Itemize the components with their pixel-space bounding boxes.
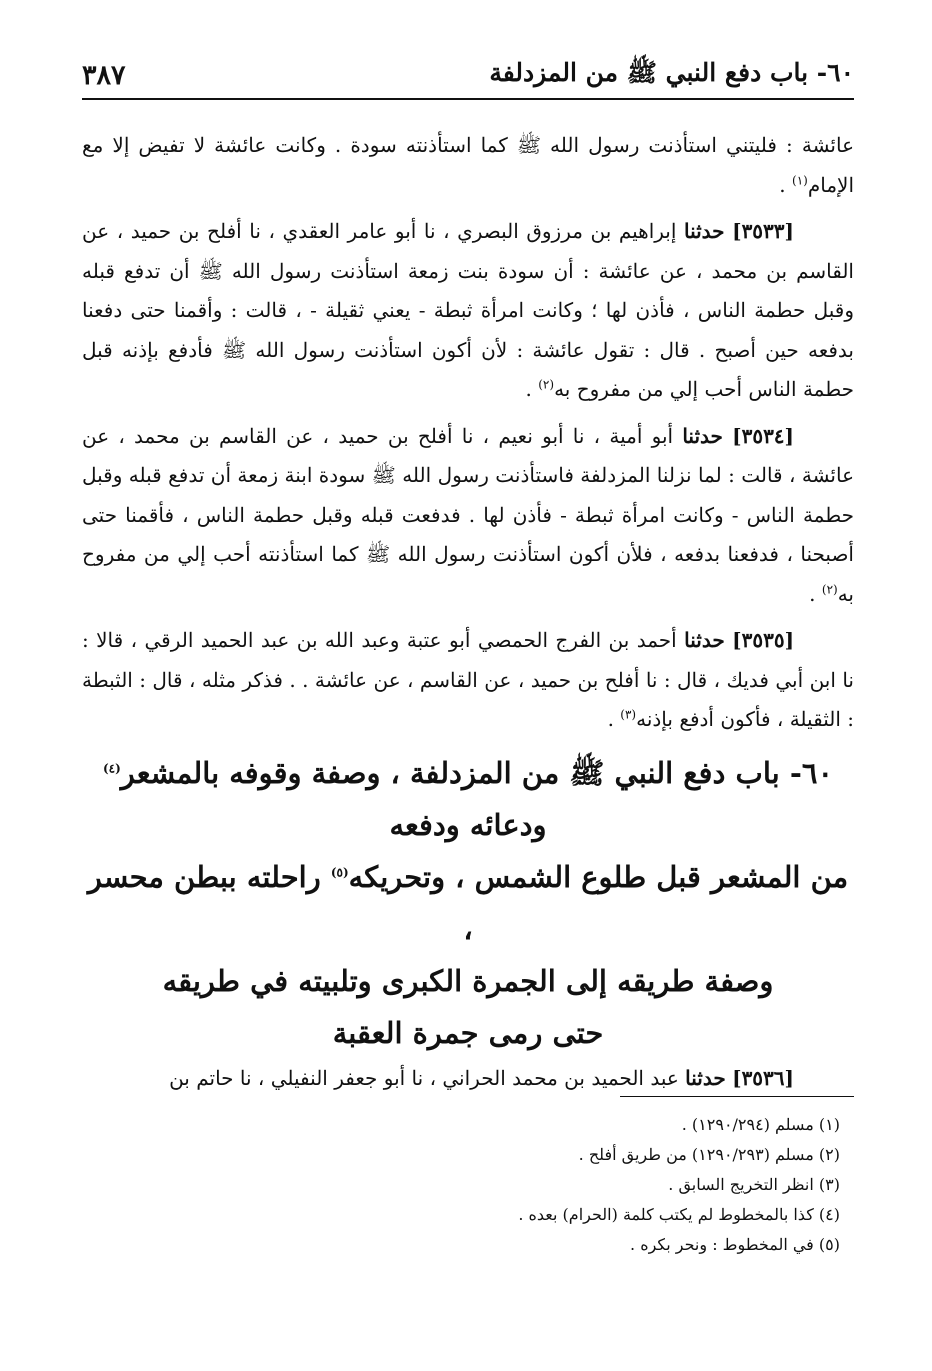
footnote-1: (١) مسلم (١٢٩٠/٢٩٤) . <box>681 1115 840 1134</box>
chapter-heading <box>82 747 854 1059</box>
chapter-text: من المشعر قبل طلوع الشمس ، وتحريكه <box>348 859 849 894</box>
paragraph-text: عائشة : فليتني استأذنت رسول الله ﷺ كما استأذنته سودة . وكانت عائشة لا تفيض إلا مع الإمام <box>82 133 854 197</box>
hadith-3533 <box>82 212 854 410</box>
chapter-text: راحلته ببطن محسر ، <box>87 859 473 946</box>
paragraph-tail: . <box>809 581 822 606</box>
footnote-4: (٤) كذا بالمخطوط لم يكتب كلمة (الحرام) بعده . <box>518 1205 840 1224</box>
hadith-3536 <box>82 1059 854 1099</box>
hadith-keyword: حدثنا <box>682 423 723 448</box>
footnote-3: (٣) انظر التخريج السابق . <box>668 1175 840 1194</box>
paragraph-continuation <box>82 126 854 205</box>
footnote-ref: (١) <box>792 172 808 187</box>
hadith-3535 <box>82 621 854 740</box>
footnote-divider <box>620 1096 854 1097</box>
footnote-ref: (٢) <box>821 581 838 596</box>
page-number: ٣٨٧ <box>82 59 126 91</box>
running-title: ٦٠- باب دفع النبي ﷺ من المزدلفة <box>489 57 854 87</box>
footnotes <box>82 1110 854 1260</box>
footnote-ref: (٢) <box>538 377 555 392</box>
chapter-line-3: وصفة طريقه إلى الجمرة الكبرى وتلبيته في طريقه <box>162 963 774 998</box>
footnote-ref: (٥) <box>330 864 349 879</box>
paragraph-tail: . <box>779 172 793 197</box>
paragraph-tail: . <box>607 707 621 731</box>
hadith-3534 <box>82 417 854 615</box>
chapter-line-1 <box>82 747 854 851</box>
hadith-keyword: حدثنا <box>683 219 725 243</box>
footnote-2: (٢) مسلم (١٢٩٠/٢٩٣) من طريق أفلح . <box>578 1145 840 1164</box>
hadith-keyword: حدثنا <box>684 628 725 652</box>
paragraph-text: أحمد بن الفرج الحمصي أبو عتبة وعبد الله بن عبد الحميد الرقي ، قالا : نا ابن أبي فديك ، قال : نا أفلح بن حميد ، عن القاسم ، عن عائشة . . فذكر مثله ، قال : الثبطة : الثقيلة ، فأكون أدفع بإذنه <box>82 628 854 731</box>
paragraph-text: عبد الحميد بن محمد الحراني ، نا أبو جعفر النفيلي ، نا حاتم بن <box>169 1065 679 1090</box>
main-text <box>82 126 854 1105</box>
chapter-text: ٦٠- باب دفع النبي ﷺ من المزدلفة ، وصفة وقوفه بالمشعر <box>120 755 834 790</box>
page-header <box>82 52 854 100</box>
footnote-ref: (٣) <box>620 707 637 722</box>
footnote-ref: (٤) <box>102 760 121 775</box>
paragraph-text: إبراهيم بن مرزوق البصري ، نا أبو عامر العقدي ، نا أفلح بن حميد ، عن القاسم بن محمد ، عن عائشة : أن سودة بنت زمعة استأذنت رسول الله ﷺ أن تدفع قبله وقبل حطمة الناس ، فأذن لها ؛ وكانت امرأة ثبطة - يعني ثقيلة - ، قالت : وأقمنا حتى دفعنا بدفعه حين أصبح . قال : تقول عائشة : لأن أكون استأذنت رسول الله ﷺ فأدفع بإذنه قبل حطمة الناس أحب إلي من مفروح به <box>82 219 854 401</box>
chapter-text: ودعائه ودفعه <box>389 807 547 842</box>
hadith-number: [٣٥٣٣] <box>732 219 794 243</box>
hadith-number: [٣٥٣٥] <box>732 628 795 652</box>
chapter-line-4: حتى رمى جمرة العقبة <box>332 1015 604 1050</box>
hadith-number: [٣٥٣٤] <box>732 423 795 448</box>
footnote-5: (٥) في المخطوط : ونحر بكره . <box>630 1235 840 1254</box>
hadith-keyword: حدثنا <box>685 1065 726 1090</box>
paragraph-tail: . <box>525 377 539 401</box>
chapter-line-2 <box>82 851 854 955</box>
hadith-number: [٣٥٣٦] <box>732 1065 794 1090</box>
paragraph-text: أبو أمية ، نا أبو نعيم ، نا أفلح بن حميد ، عن القاسم بن محمد ، عن عائشة ، قالت : لما نزلنا المزدلفة فاستأذنت رسول الله ﷺ سودة ابنة زمعة أن تدفع قبله وقبل حطمة الناس - وكانت امرأة ثبطة - فأذن لها . فدفعت قبله وقبل حطمة الناس ، فأقمنا حتى أصبحنا ، فدفعنا بدفعه ، فلأن أكون استأذنت رسول الله ﷺ كما استأذنته أحب إلي من مفروح به <box>82 423 854 606</box>
